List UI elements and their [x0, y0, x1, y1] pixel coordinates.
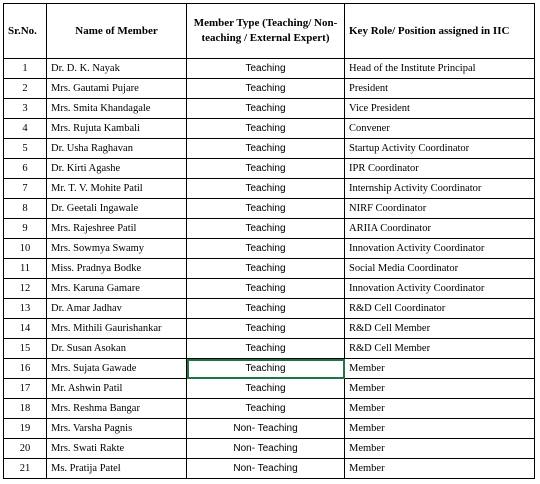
cell-srno[interactable]: 16 — [4, 359, 47, 379]
cell-key-role[interactable]: Member — [345, 439, 535, 459]
table-row — [4, 99, 535, 119]
cell-member-type[interactable]: Teaching — [187, 279, 345, 299]
cell-member-name[interactable]: Mrs. Sowmya Swamy — [47, 239, 187, 259]
cell-member-type[interactable]: Teaching — [187, 339, 345, 359]
cell-member-name[interactable]: Mrs. Sujata Gawade — [47, 359, 187, 379]
cell-key-role[interactable]: ARIIA Coordinator — [345, 219, 535, 239]
cell-key-role[interactable]: Startup Activity Coordinator — [345, 139, 535, 159]
cell-key-role[interactable]: IPR Coordinator — [345, 159, 535, 179]
header-name[interactable]: Name of Member — [47, 4, 187, 59]
table-row — [4, 59, 535, 79]
table-row — [4, 139, 535, 159]
cell-srno[interactable]: 5 — [4, 139, 47, 159]
cell-key-role[interactable]: Innovation Activity Coordinator — [345, 239, 535, 259]
cell-member-name[interactable]: Dr. Amar Jadhav — [47, 299, 187, 319]
cell-srno[interactable]: 7 — [4, 179, 47, 199]
cell-member-type[interactable]: Teaching — [187, 379, 345, 399]
cell-member-name[interactable]: Mr. Ashwin Patil — [47, 379, 187, 399]
cell-member-name[interactable]: Dr. Kirti Agashe — [47, 159, 187, 179]
cell-srno[interactable]: 1 — [4, 59, 47, 79]
cell-member-type[interactable]: Non- Teaching — [187, 419, 345, 439]
cell-key-role[interactable]: NIRF Coordinator — [345, 199, 535, 219]
cell-member-type[interactable]: Teaching — [187, 59, 345, 79]
cell-srno[interactable]: 19 — [4, 419, 47, 439]
header-key-role[interactable]: Key Role/ Position assigned in IIC — [345, 4, 535, 59]
table-row — [4, 319, 535, 339]
cell-member-name[interactable]: Mrs. Varsha Pagnis — [47, 419, 187, 439]
cell-key-role[interactable]: R&D Cell Member — [345, 319, 535, 339]
table-row — [4, 439, 535, 459]
cell-member-name[interactable]: Mrs. Karuna Gamare — [47, 279, 187, 299]
table-row — [4, 79, 535, 99]
header-member-type[interactable]: Member Type (Teaching/ Non-teaching / External Expert) — [187, 4, 345, 59]
table-row — [4, 199, 535, 219]
cell-member-type[interactable]: Teaching — [187, 179, 345, 199]
cell-key-role[interactable]: Member — [345, 459, 535, 479]
iic-members-table — [3, 3, 535, 479]
cell-member-type[interactable]: Teaching — [187, 119, 345, 139]
cell-member-name[interactable]: Dr. Susan Asokan — [47, 339, 187, 359]
cell-member-type[interactable]: Teaching — [187, 99, 345, 119]
cell-key-role[interactable]: President — [345, 79, 535, 99]
cell-member-name[interactable]: Dr. Usha Raghavan — [47, 139, 187, 159]
cell-srno[interactable]: 4 — [4, 119, 47, 139]
cell-member-type[interactable]: Teaching — [187, 299, 345, 319]
cell-srno[interactable]: 12 — [4, 279, 47, 299]
cell-member-name[interactable]: Mrs. Swati Rakte — [47, 439, 187, 459]
cell-srno[interactable]: 13 — [4, 299, 47, 319]
cell-member-type[interactable]: Teaching — [187, 239, 345, 259]
cell-srno[interactable]: 8 — [4, 199, 47, 219]
cell-member-name[interactable]: Dr. Geetali Ingawale — [47, 199, 187, 219]
table-row — [4, 159, 535, 179]
table-row — [4, 339, 535, 359]
header-srno[interactable]: Sr.No. — [4, 4, 47, 59]
cell-member-type[interactable]: Teaching — [187, 359, 345, 379]
table-row — [4, 419, 535, 439]
table-row — [4, 299, 535, 319]
cell-member-type[interactable]: Non- Teaching — [187, 459, 345, 479]
cell-srno[interactable]: 9 — [4, 219, 47, 239]
cell-member-name[interactable]: Mrs. Reshma Bangar — [47, 399, 187, 419]
cell-srno[interactable]: 15 — [4, 339, 47, 359]
cell-key-role[interactable]: Vice President — [345, 99, 535, 119]
cell-member-name[interactable]: Ms. Pratija Patel — [47, 459, 187, 479]
cell-member-type[interactable]: Teaching — [187, 259, 345, 279]
cell-srno[interactable]: 11 — [4, 259, 47, 279]
table-row — [4, 279, 535, 299]
cell-key-role[interactable]: Convener — [345, 119, 535, 139]
cell-key-role[interactable]: Member — [345, 419, 535, 439]
cell-key-role[interactable]: Social Media Coordinator — [345, 259, 535, 279]
cell-member-type[interactable]: Teaching — [187, 199, 345, 219]
cell-srno[interactable]: 10 — [4, 239, 47, 259]
cell-member-type[interactable]: Teaching — [187, 159, 345, 179]
cell-member-name[interactable]: Mrs. Rajeshree Patil — [47, 219, 187, 239]
cell-member-name[interactable]: Mrs. Rujuta Kambali — [47, 119, 187, 139]
table-row — [4, 239, 535, 259]
cell-key-role[interactable]: R&D Cell Coordinator — [345, 299, 535, 319]
cell-key-role[interactable]: Member — [345, 379, 535, 399]
cell-srno[interactable]: 2 — [4, 79, 47, 99]
cell-srno[interactable]: 18 — [4, 399, 47, 419]
cell-srno[interactable]: 14 — [4, 319, 47, 339]
table-row — [4, 259, 535, 279]
table-row — [4, 459, 535, 479]
cell-key-role[interactable]: Member — [345, 359, 535, 379]
table-row — [4, 219, 535, 239]
table-row — [4, 179, 535, 199]
cell-member-type[interactable]: Teaching — [187, 219, 345, 239]
cell-member-name[interactable]: Mrs. Smita Khandagale — [47, 99, 187, 119]
cell-member-name[interactable]: Mrs. Gautami Pujare — [47, 79, 187, 99]
header-row — [4, 4, 535, 59]
cell-member-name[interactable]: Mrs. Mithili Gaurishankar — [47, 319, 187, 339]
cell-srno[interactable]: 3 — [4, 99, 47, 119]
cell-srno[interactable]: 6 — [4, 159, 47, 179]
cell-key-role[interactable]: Innovation Activity Coordinator — [345, 279, 535, 299]
table-row — [4, 119, 535, 139]
cell-key-role[interactable]: Head of the Institute Principal — [345, 59, 535, 79]
cell-key-role[interactable]: Internship Activity Coordinator — [345, 179, 535, 199]
table-row — [4, 359, 535, 379]
cell-member-name[interactable]: Mr. T. V. Mohite Patil — [47, 179, 187, 199]
table-row — [4, 399, 535, 419]
cell-member-type[interactable]: Teaching — [187, 399, 345, 419]
cell-member-type[interactable]: Teaching — [187, 79, 345, 99]
cell-member-type[interactable]: Teaching — [187, 139, 345, 159]
cell-member-type[interactable]: Non- Teaching — [187, 439, 345, 459]
cell-srno[interactable]: 17 — [4, 379, 47, 399]
cell-key-role[interactable]: R&D Cell Member — [345, 339, 535, 359]
cell-member-name[interactable]: Dr. D. K. Nayak — [47, 59, 187, 79]
cell-member-type[interactable]: Teaching — [187, 319, 345, 339]
cell-member-name[interactable]: Miss. Pradnya Bodke — [47, 259, 187, 279]
cell-key-role[interactable]: Member — [345, 399, 535, 419]
table-row — [4, 379, 535, 399]
cell-srno[interactable]: 21 — [4, 459, 47, 479]
cell-srno[interactable]: 20 — [4, 439, 47, 459]
